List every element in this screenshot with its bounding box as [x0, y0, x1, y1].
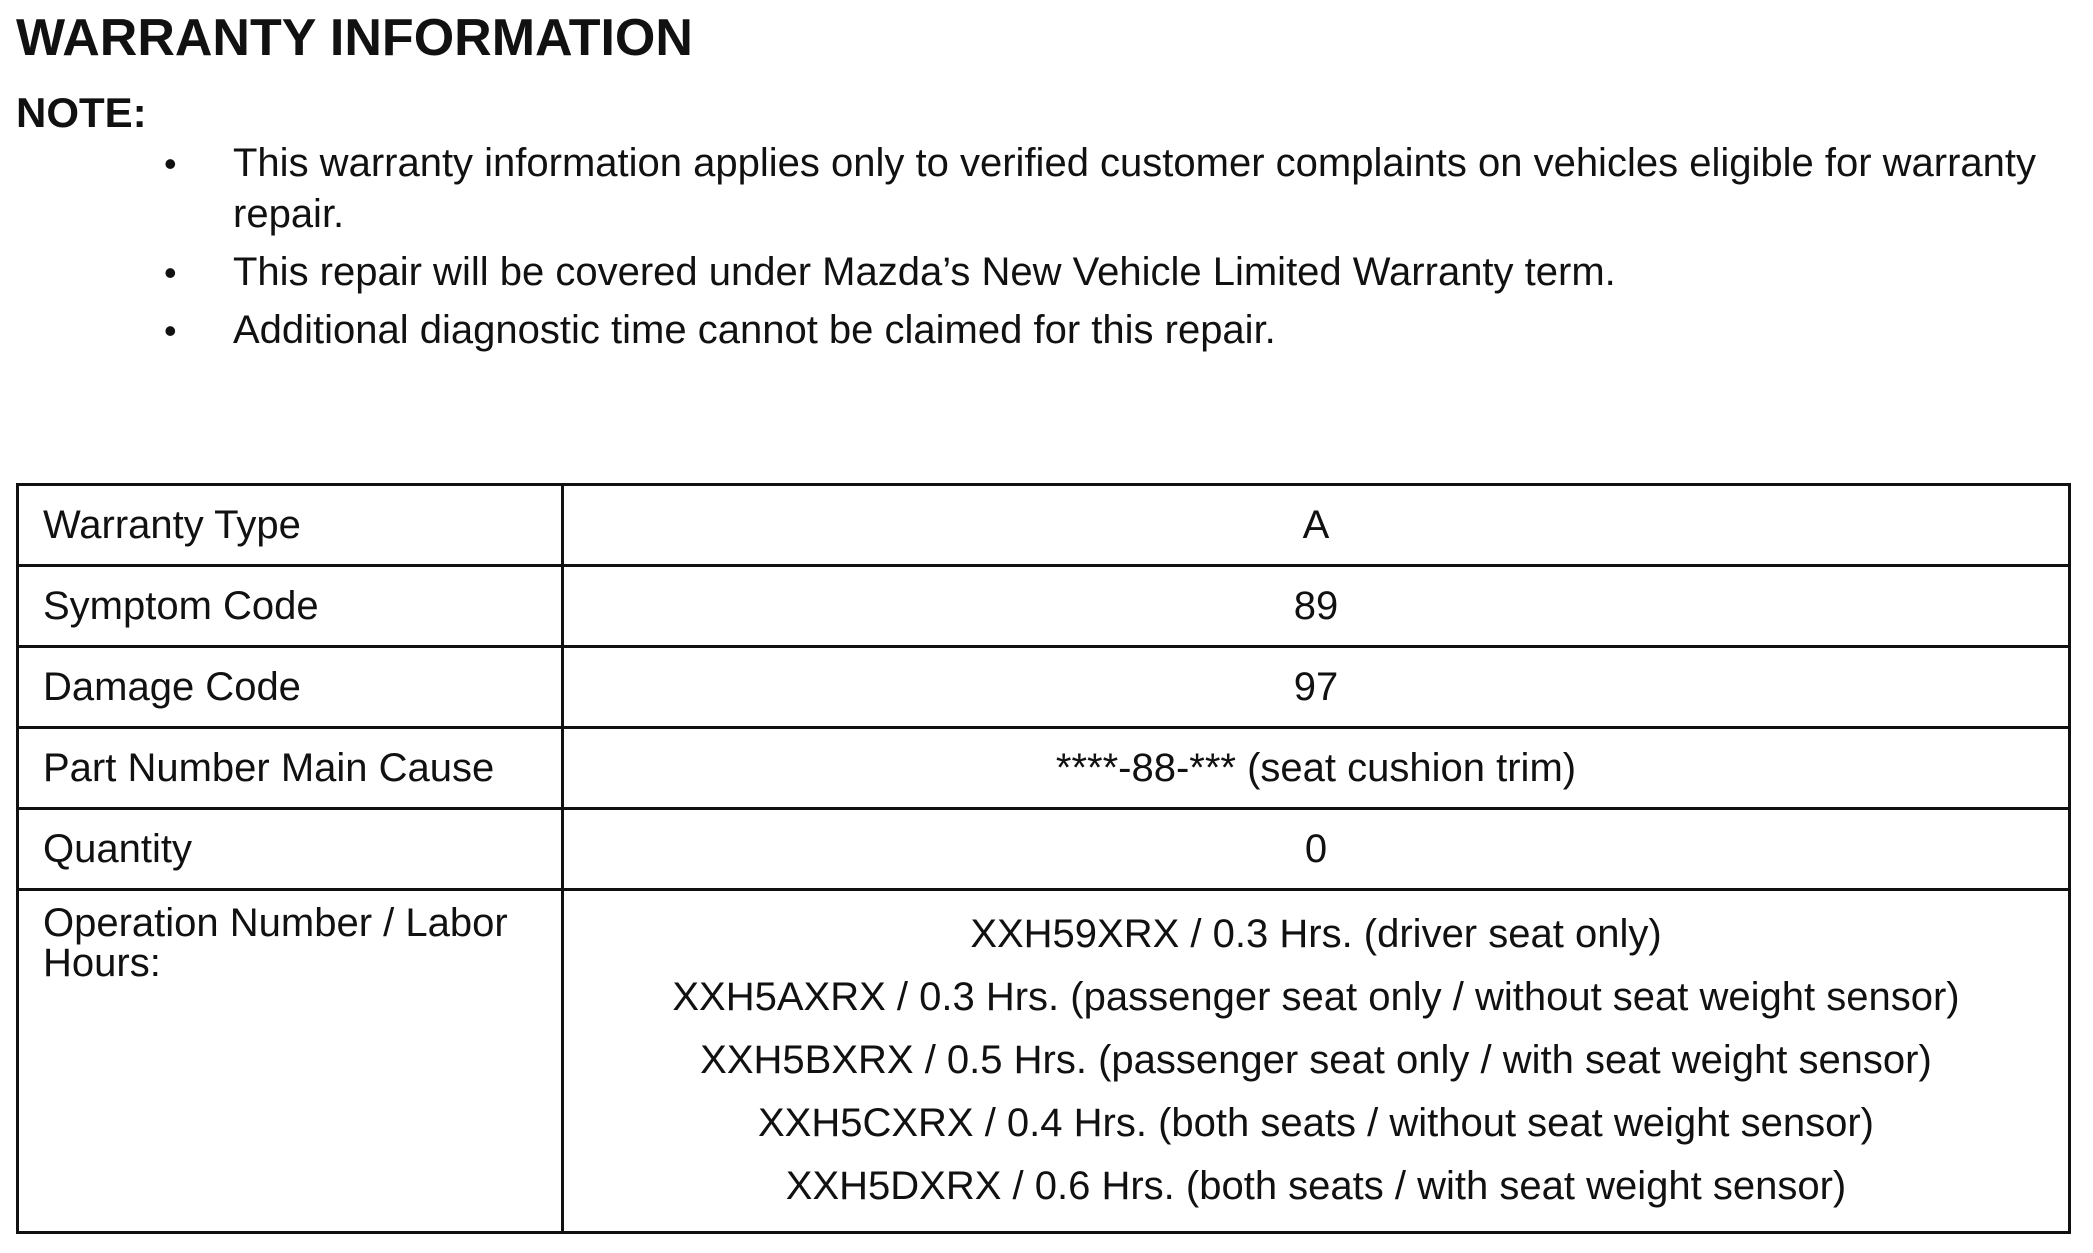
bullet-icon: •: [164, 310, 177, 351]
page-title: WARRANTY INFORMATION: [16, 9, 693, 67]
operation-item: XXH5BXRX / 0.5 Hrs. (passenger seat only / with seat weight sensor): [700, 1038, 1932, 1082]
operations-list: [588, 903, 2044, 1218]
row-label: Part Number Main Cause: [18, 728, 563, 809]
note-item: [0, 305, 2093, 356]
row-value: A: [563, 485, 2070, 566]
row-label: Warranty Type: [18, 485, 563, 566]
row-value: 0: [563, 809, 2070, 890]
row-value: ****-88-*** (seat cushion trim): [563, 728, 2070, 809]
table-row-warranty-type: [18, 485, 2070, 566]
table-row-operations: [18, 890, 2070, 1233]
note-item: [0, 138, 2093, 240]
note-list: [0, 138, 2093, 363]
operations-label: Operation Number / Labor Hours:: [43, 901, 508, 985]
note-label: NOTE:: [16, 89, 147, 136]
bullet-icon: •: [164, 143, 177, 184]
row-value: 89: [563, 566, 2070, 647]
table-row-quantity: [18, 809, 2070, 890]
note-text: This repair will be covered under Mazda’s New Vehicle Limited Warranty term.: [233, 250, 1616, 294]
warranty-table: [16, 483, 2071, 1234]
bullet-icon: •: [164, 252, 177, 293]
note-item: [0, 247, 2093, 298]
operation-item: XXH59XRX / 0.3 Hrs. (driver seat only): [970, 912, 1662, 956]
row-label: Damage Code: [18, 647, 563, 728]
row-label: Quantity: [18, 809, 563, 890]
operation-item: XXH5AXRX / 0.3 Hrs. (passenger seat only / without seat weight sensor): [672, 975, 1960, 1019]
row-value: [563, 890, 2070, 1233]
note-text: Additional diagnostic time cannot be claimed for this repair.: [233, 308, 1276, 352]
table-row-part-number: [18, 728, 2070, 809]
operation-item: XXH5CXRX / 0.4 Hrs. (both seats / without seat weight sensor): [757, 1101, 1875, 1145]
row-value: 97: [563, 647, 2070, 728]
operation-item: XXH5DXRX / 0.6 Hrs. (both seats / with seat weight sensor): [785, 1164, 1847, 1208]
note-text: This warranty information applies only to verified customer complaints on vehicles eligible for warranty repair.: [233, 141, 2037, 236]
row-label: [18, 890, 563, 1233]
table-row-symptom-code: [18, 566, 2070, 647]
table-row-damage-code: [18, 647, 2070, 728]
row-label: Symptom Code: [18, 566, 563, 647]
